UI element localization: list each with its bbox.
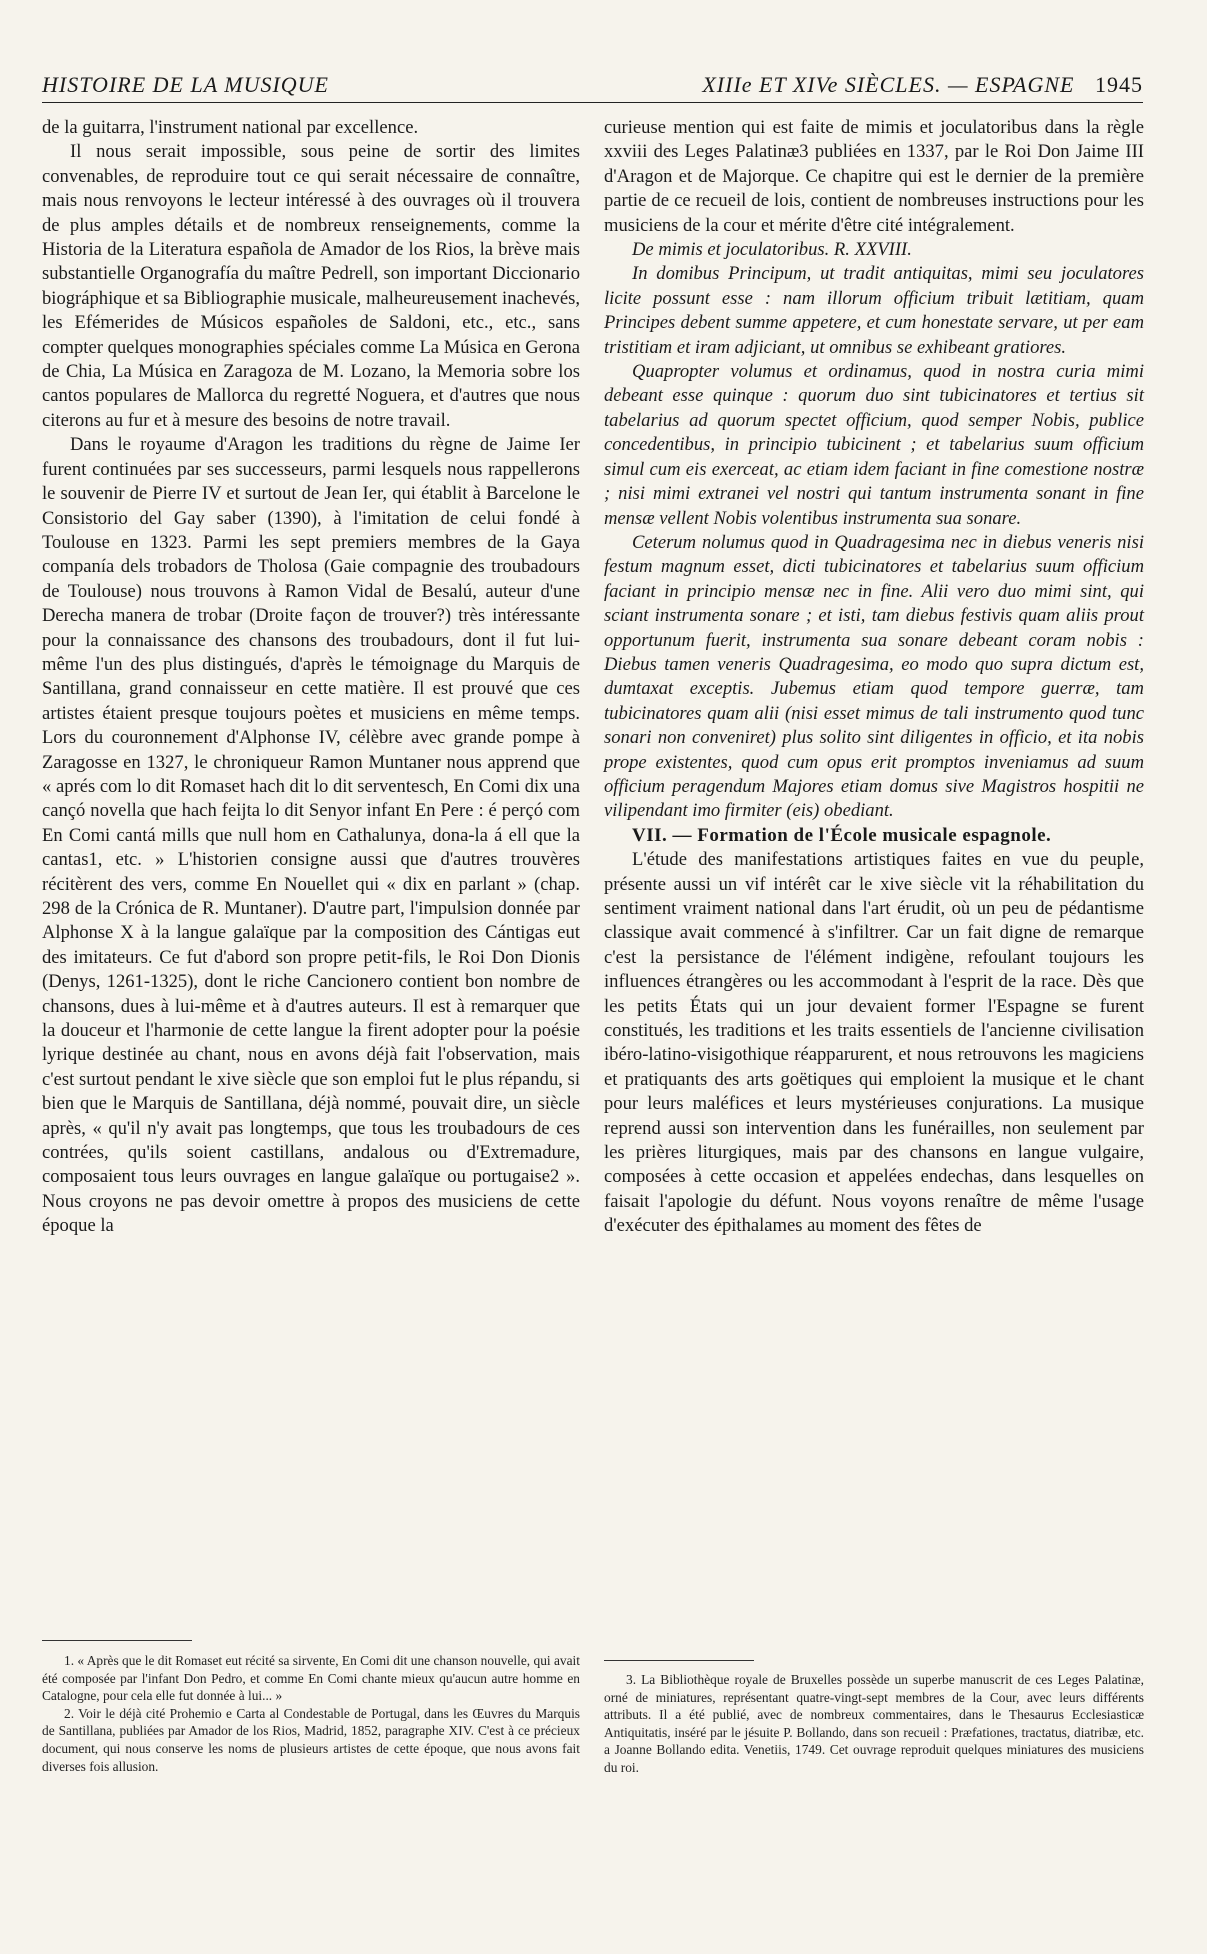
footnote-2: 2. Voir le déjà cité Prohemio e Carta al Condestable de Portugal, dans les Œuvres du Marquis de Santillana, publiées par Amador de los Rios, Madrid, 1852, paragraphe XIV. C'est à ce précieux document, qui nous conserve les noms de plusieurs artistes de cette époque, que nous avons fait diverses fois allusion. bbox=[42, 1705, 580, 1774]
right-column bbox=[604, 116, 1144, 1239]
paragraph: L'étude des manifestations artistiques faites en vue du peuple, présente aussi un vif intérêt car le xive siècle vit la réhabilitation du sentiment vraiment national dans l'art érudit, où un peu de pédantisme classique avait commencé à s'infiltrer. Car un fait digne de remarque c'est la persistance de l'élément indigène, refoulant toujours les influences étrangères ou les accommodant à l'esprit de la race. Dès que les petits États qui un jour devaient former l'Espagne se furent constitués, les traditions et les traits essentiels de l'ancienne civilisation ibéro-latino-visigothique réapparurent, et nous retrouvons les magiciens et pratiquants des arts goëtiques qui emploient la musique et le chant pour leurs maléfices et leurs mystérieuses conjurations. La musique reprend aussi son intervention dans les funérailles, non seulement par les prières liturgiques, mais par des chansons en langue vulgaire, composées à cette occasion et appelées endechas, dans lesquelles on faisait l'apologie du défunt. Nous voyons renaître de même l'usage d'exécuter des épithalames au moment des fêtes de bbox=[604, 849, 1144, 1237]
footnote-3: 3. La Bibliothèque royale de Bruxelles possède un superbe manuscrit de ces Leges Palatinæ, orné de miniatures, représentant quatre-vingt-sept membres de la Cour, avec leurs différents attributs. Il a été publié, avec de nombreux commentaires, dans le Thesaurus Ecclesiasticæ Antiquitatis, inséré par le jésuite P. Bollando, dans son recueil : Præfationes, tractatus, diatribæ, etc. a Joanne Bollando edita. Venetiis, 1749. Cet ouvrage reproduit quelques miniatures des musiciens du roi. bbox=[604, 1672, 1144, 1775]
header-right-title: XIIIe ET XIVe SIÈCLES. — ESPAGNE bbox=[702, 72, 1075, 97]
latin-paragraph: In domibus Principum, ut tradit antiquitas, mimi seu joculatores licite possunt esse : nam illorum officium tribuit lætitiam, quam Principes debent summe appetere, et cum honestate servare, ut per eam tristitiam et iram adjiciant, ut omnibus se exhibeant gratiores. bbox=[604, 263, 1144, 358]
paragraph: de la guitarra, l'instrument national par excellence. bbox=[42, 117, 419, 138]
paragraph: curieuse mention qui est faite de mimis et joculatoribus dans la règle xxviii des Leges Palatinæ3 publiées en 1337, par le Roi Don Jaime III d'Aragon et de Majorque. Ce chapitre qui est le dernier de la première partie de ce recueil de lois, contient de nombreuses instructions pour les musiciens de la cour et mérite d'être cité intégralement. bbox=[604, 117, 1144, 236]
latin-paragraph: Quapropter volumus et ordinamus, quod in nostra curia mimi debeant esse quinque : quorum duo sint tubicinatores et tertius sit tabelarius ad quorum spectet officium, quod semper Nobis, publice concedentibus, in principio tubicinent ; et tabelarius suum officium simul cum eis exerceat, ac etiam idem faciant in fine comestione nostræ ; nisi mimi extranei vel nostri qui tantum instrumenta sonant in fine mensæ vellent Nobis volentibus instrumenta sua sonare. bbox=[604, 361, 1144, 529]
latin-paragraph: Ceterum nolumus quod in Quadragesima nec in diebus veneris nisi festum magnum esset, dicti tubicinatores et tabelarius suum officium faciant in principio mensæ nec in fine. Alii vero duo mimi sint, qui sciant instrumenta sonare ; et isti, tam diebus festivis quam aliis prout opportunum fuerit, instrumenta sua sonare debeant coram nobis : Diebus tamen veneris Quadragesima, eo modo quo supra dictum est, dumtaxat exceptis. Jubemus etiam quod tempore guerræ, tam tubicinatores quam alii (nisi esset mimus de tali instrumento quod tunc sonari non conveniret) plus solito sint diligentes in officio, et ita nobis prope existentes, quod cum opus erit promptos inveniamus ad suum officium peragendum Majores etiam domus sive Magistros hospitii ne vilipendant imo firmiter (eis) obediant. bbox=[604, 531, 1144, 822]
paragraph: Il nous serait impossible, sous peine de sortir des limites convenables, de reproduire tout ce qui serait nécessaire de connaître, mais nous renvoyons le lecteur intéressé à des ouvrages où il trouvera de plus amples détails et de nombreux renseignements, comme la Historia de la Literatura española de Amador de los Rios, la brève mais substantielle Organografía du maître Pedrell, son important Diccionario biográphique et sa Bibliographie musicale, malheureusement inachevés, les Efémerides de Músicos españoles de Saldoni, etc., etc., sans compter quelques monographies spéciales comme La Música en Gerona de Chia, La Música en Zaragoza de M. Lozano, la Memoria sobre los cantos populares de Mallorca du regretté Noguera, et d'autres que nous citerons au fur et à mesure des besoins de notre travail. bbox=[42, 141, 581, 431]
footnote-1: 1. « Après que le dit Romaset eut récité sa sirvente, En Comi dit une chanson nouvelle, qui avait été composée par l'infant Don Pedro, et comme En Comi chante mieux qu'aucun autre homme en Catalogne, pour cela elle fut donnée à lui... » bbox=[42, 1653, 580, 1704]
left-column bbox=[42, 116, 580, 1239]
footnotes-left bbox=[42, 1652, 580, 1775]
header-right-group bbox=[702, 72, 1143, 98]
section-title bbox=[604, 824, 1144, 848]
footnotes-right bbox=[604, 1671, 1144, 1777]
latin-heading: De mimis et joculatoribus. R. XXVIII. bbox=[632, 239, 912, 261]
paragraph: Dans le royaume d'Aragon les traditions du règne de Jaime Ier furent continuées par ses successeurs, parmi lesquels nous rappellerons le souvenir de Pierre IV et surtout de Jean Ier, qui établit à Barcelone le Consistorio del Gay saber (1390), à l'imitation de celui fondé à Toulouse en 1323. Parmi les sept premiers membres de la Gaya companía dels trobadors de Tholosa (Gaie compagnie des troubadours de Toulouse) nous trouvons à Ramon Vidal de Besalú, auteur d'une Derecha manera de trobar (Droite façon de trouver?) très intéressante pour la connaissance des chansons des troubadours, dont il fut lui-même l'un des plus distingués, d'après le témoignage du Marquis de Santillana, grand connaisseur en cette matière. Il est prouvé que ces artistes étaient presque toujours poètes et musiciens en même temps. Lors du couronnement d'Alphonse IV, célèbre avec grande pompe à Zaragosse en 1327, le chroniqueur Ramon Muntaner nous apprend que « aprés com lo dit Romaset hach dit lo dit serventesch, En Comi dix una cançó novella que hach feijta lo dit Senyor infant En Pere : é perçó com En Comi cantá mills que null hom en Cathalunya, dona-la á ell que la cantas1, etc. » L'historien consigne aussi que d'autres trouvères récitèrent des vers, comme En Nouellet qui « dix en parlant » (chap. 298 de la Crónica de R. Muntaner). D'autre part, l'impulsion donnée par Alphonse X à la langue galaïque par la composition des Cántigas eut des imitateurs. Ce fut d'abord son propre petit-fils, le Roi Don Dionis (Denys, 1261-1325), dont le riche Cancionero contient bon nombre de chansons, dues à lui-même et à d'autres auteurs. Il est à remarquer que la douceur et l'harmonie de cette langue la firent adopter pour la poésie lyrique destinée au chant, nous en avons déjà fait l'observation, mais c'est surtout pendant le xive siècle que son emploi fut le plus répandu, si bien que le Marquis de Santillana, déjà nommé, pouvait dire, un siècle après, « qu'il n'y avait pas longtemps, que tous les troubadours de ces contrées, qu'ils soient castillans, andalous ou d'Extremadure, composaient tous leurs ouvrages en langue galaïque ou portugaise2 ». Nous croyons ne pas devoir omettre à propos des musiciens de cette époque la bbox=[42, 434, 580, 1237]
footnote-rule bbox=[604, 1660, 754, 1661]
footnote-rule bbox=[42, 1640, 192, 1641]
section-title-text: VII. — Formation de l'École musicale espagnole. bbox=[632, 824, 1052, 846]
running-header bbox=[42, 72, 1143, 103]
header-left-title: HISTOIRE DE LA MUSIQUE bbox=[42, 72, 329, 97]
page-number: 1945 bbox=[1095, 72, 1143, 97]
